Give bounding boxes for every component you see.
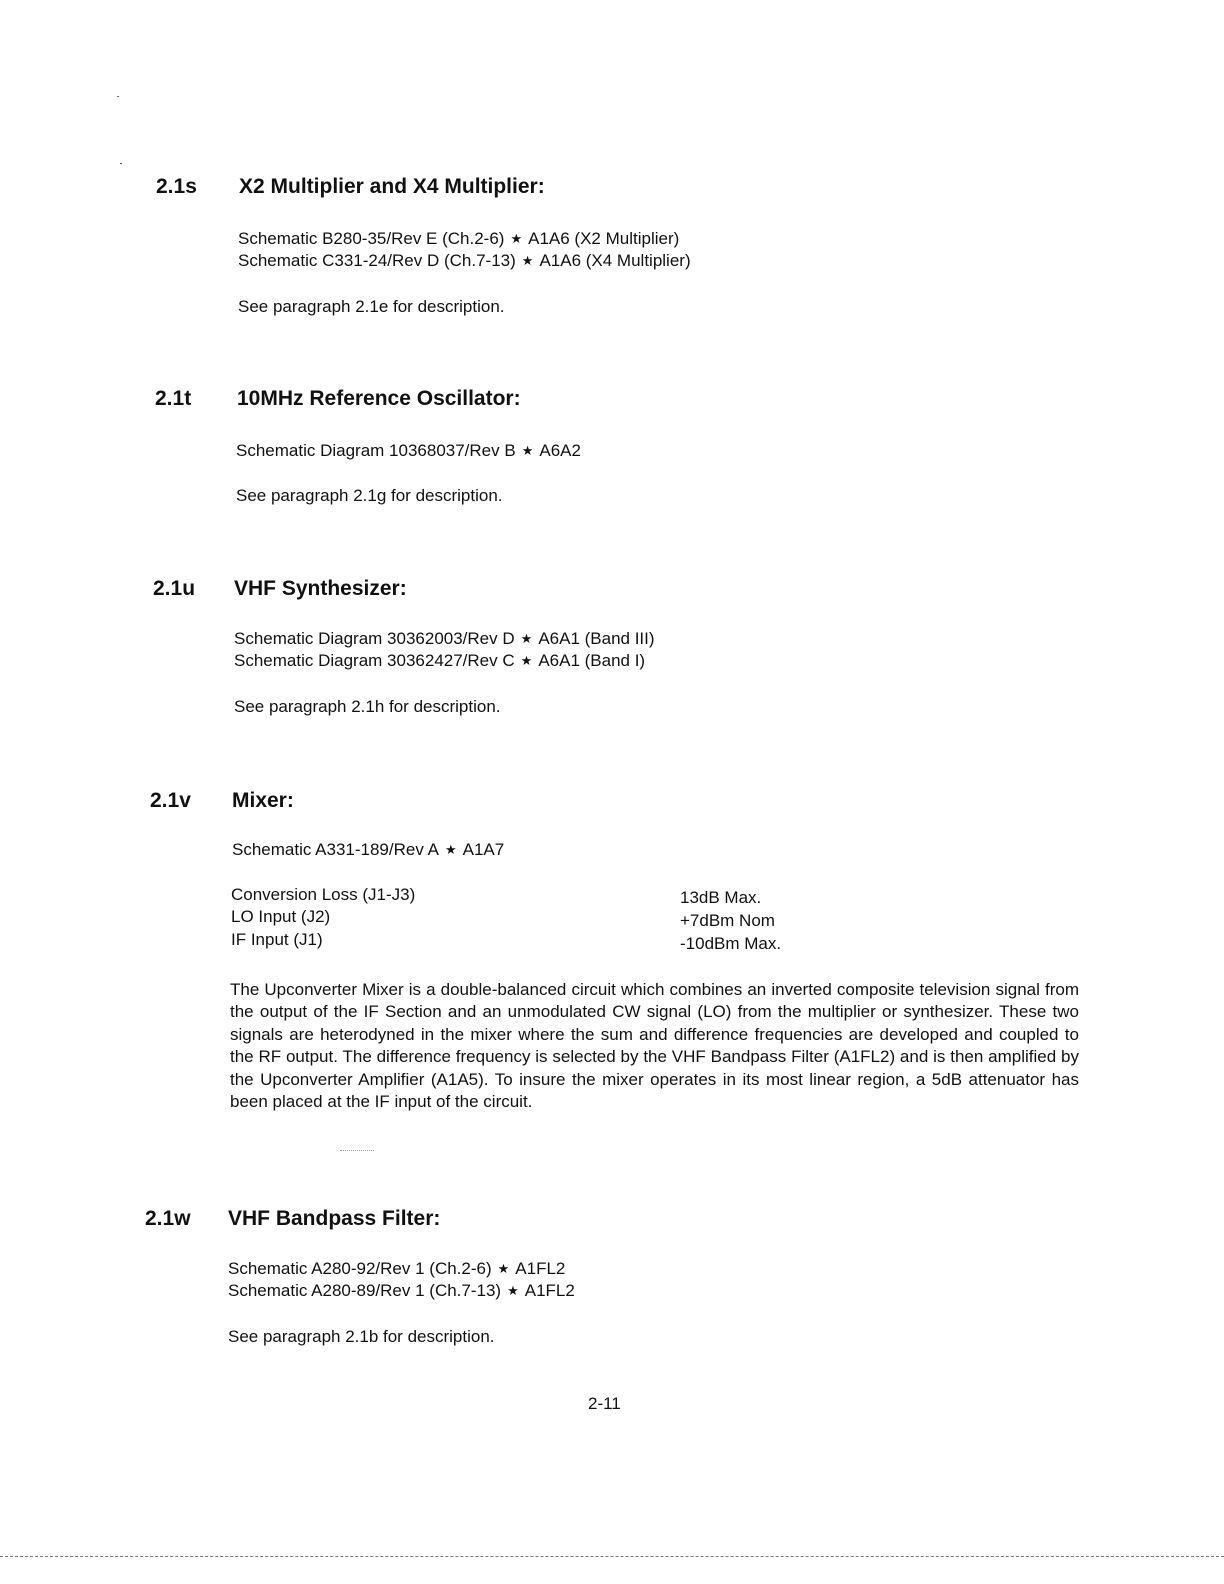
section-number: 2.1t xyxy=(155,387,192,410)
schematic-line xyxy=(234,650,645,671)
assembly-ref: A1A7 xyxy=(462,840,505,859)
star-icon: ★ xyxy=(521,253,534,268)
star-icon: ★ xyxy=(507,1283,519,1298)
section-number: 2.1w xyxy=(145,1207,191,1230)
schematic-line xyxy=(236,440,581,461)
schematic-line xyxy=(238,250,691,271)
scan-speck xyxy=(117,96,119,97)
mixer-description: The Upconverter Mixer is a double-balanced circuit which combines an inverted composite television signal from the output of the IF Section and an unmodulated CW signal (LO) from the multiplier or synthesizer. These two signals are heterodyned in the mixer where the sum and difference frequencies are developed and coupled to the RF output. The difference frequency is selected by the VHF Bandpass Filter (A1FL2) and is then amplified by the Upconverter Amplifier (A1A5). To insure the mixer operates in its most linear region, a 5dB attenuator has been placed at the IF input of the circuit. xyxy=(230,980,1079,1112)
schematic-ref: Schematic B280-35/Rev E (Ch.2-6) xyxy=(238,229,505,248)
section-title: X2 Multiplier and X4 Multiplier: xyxy=(239,175,545,198)
scan-speck xyxy=(120,163,122,164)
assembly-ref: A1FL2 xyxy=(515,1259,566,1278)
star-icon: ★ xyxy=(520,653,533,668)
schematic-ref: Schematic Diagram 10368037/Rev B xyxy=(236,441,516,460)
star-icon: ★ xyxy=(521,443,534,458)
paragraph-reference: See paragraph 2.1g for description. xyxy=(236,486,503,505)
section-title: Mixer: xyxy=(232,789,294,812)
spec-label: IF Input (J1) xyxy=(231,930,323,949)
schematic-ref: Schematic Diagram 30362427/Rev C xyxy=(234,651,515,670)
section-title: VHF Synthesizer: xyxy=(234,577,407,600)
assembly-ref: A6A2 xyxy=(539,441,581,460)
star-icon: ★ xyxy=(520,631,533,646)
scan-dots xyxy=(340,1150,374,1151)
spec-label: Conversion Loss (J1-J3) xyxy=(231,885,416,904)
paragraph-reference: See paragraph 2.1e for description. xyxy=(238,297,505,316)
schematic-ref: Schematic A331-189/Rev A xyxy=(232,840,439,859)
assembly-ref: A1FL2 xyxy=(524,1281,575,1300)
schematic-ref: Schematic A280-89/Rev 1 (Ch.7-13) xyxy=(228,1281,502,1300)
scan-edge-rule xyxy=(0,1556,1224,1557)
section-title: 10MHz Reference Oscillator: xyxy=(237,387,521,410)
schematic-line xyxy=(228,1258,565,1279)
assembly-ref: A6A1 (Band III) xyxy=(538,629,655,648)
spec-label: LO Input (J2) xyxy=(231,907,331,926)
section-number: 2.1s xyxy=(156,175,197,198)
schematic-line xyxy=(234,628,655,649)
schematic-ref: Schematic A280-92/Rev 1 (Ch.2-6) xyxy=(228,1259,492,1278)
assembly-ref: A1A6 (X2 Multiplier) xyxy=(528,229,680,248)
schematic-ref: Schematic Diagram 30362003/Rev D xyxy=(234,629,515,648)
schematic-ref: Schematic C331-24/Rev D (Ch.7-13) xyxy=(238,251,516,270)
schematic-line xyxy=(228,1280,575,1301)
schematic-line xyxy=(238,228,679,249)
paragraph-reference: See paragraph 2.1b for description. xyxy=(228,1327,495,1346)
assembly-ref: A6A1 (Band I) xyxy=(538,651,646,670)
spec-value: 13dB Max. xyxy=(680,888,762,907)
star-icon: ★ xyxy=(510,231,523,246)
star-icon: ★ xyxy=(497,1261,510,1276)
section-number: 2.1u xyxy=(153,577,196,600)
star-icon: ★ xyxy=(444,842,457,857)
section-title: VHF Bandpass Filter: xyxy=(228,1207,441,1230)
spec-value: -10dBm Max. xyxy=(680,934,782,953)
schematic-line xyxy=(232,839,504,860)
paragraph-reference: See paragraph 2.1h for description. xyxy=(234,697,501,716)
assembly-ref: A1A6 (X4 Multiplier) xyxy=(539,251,691,270)
section-number: 2.1v xyxy=(150,789,191,812)
page-number: 2-11 xyxy=(588,1394,621,1413)
spec-value: +7dBm Nom xyxy=(680,911,775,930)
